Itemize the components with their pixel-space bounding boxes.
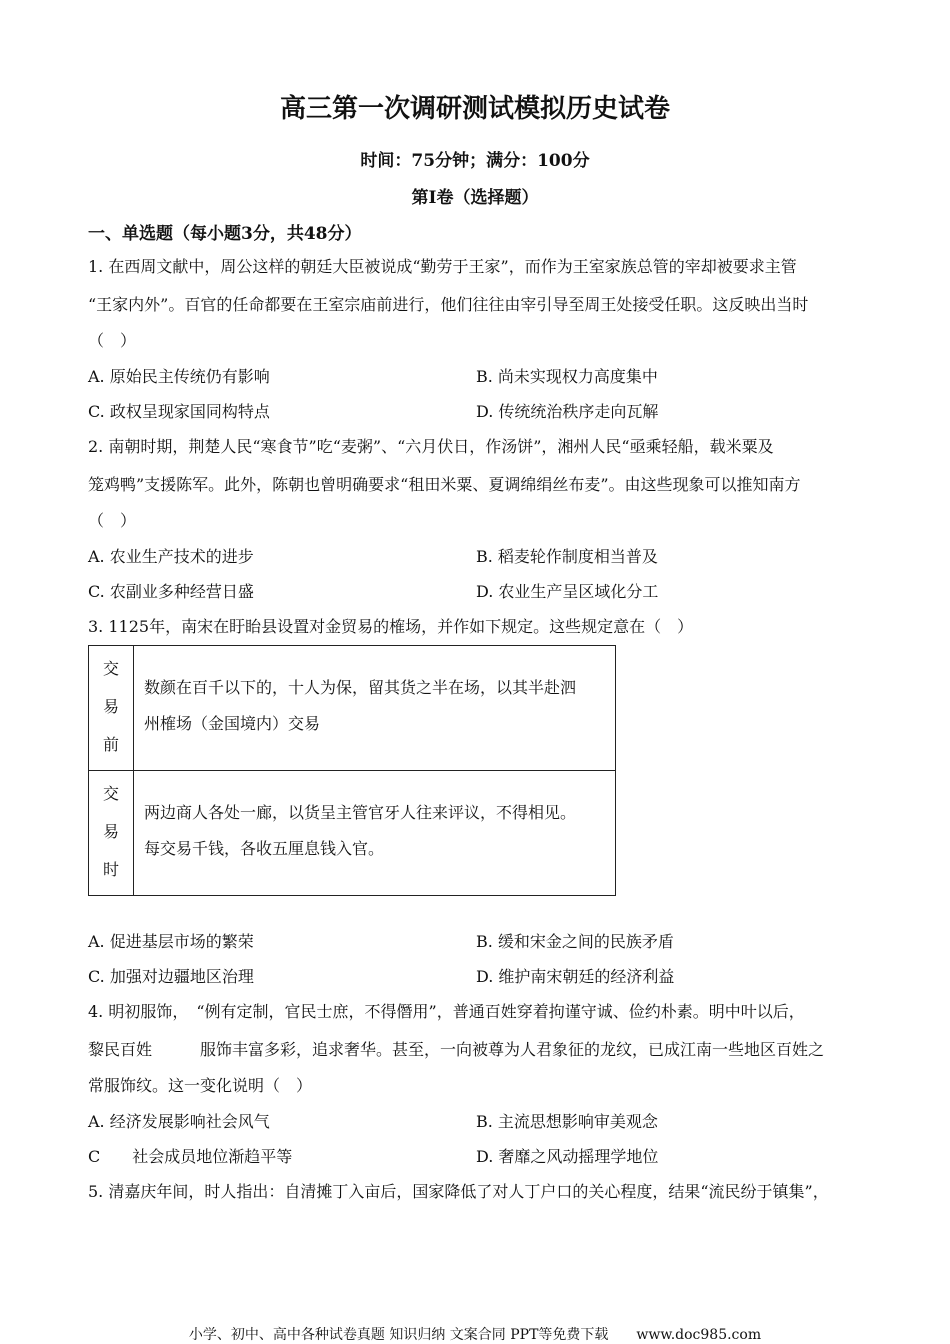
question-1-option-c: C. 政权呈现家国同构特点: [88, 402, 270, 421]
question-3-option-c: C. 加强对边疆地区治理: [88, 967, 254, 986]
question-3-option-a: A. 促进基层市场的繁荣: [88, 932, 254, 951]
page-title: 高三第一次调研测试模拟历史试卷: [279, 94, 670, 124]
question-2-option-d: D. 农业生产呈区域化分工: [476, 582, 659, 601]
question-4-option-c: C 社会成员地位渐趋平等: [88, 1147, 293, 1166]
row-text-during-trade: [134, 771, 616, 896]
question-2-option-b: B. 稻麦轮作制度相当普及: [476, 547, 658, 566]
row-label-before-trade: [89, 646, 134, 771]
trade-rules-table: [88, 645, 616, 896]
question-2-option-c: C. 农副业多种经营日盛: [88, 582, 254, 601]
question-1-option-b: B. 尚未实现权力高度集中: [476, 367, 658, 386]
label-char: 时: [102, 860, 119, 879]
question-4-option-a: A. 经济发展影响社会风气: [88, 1112, 270, 1131]
table-cell-line: 两边商人各处一廊，以货呈主管官牙人往来评议，不得相见。: [144, 803, 577, 822]
exam-time-info: 时间：75分钟；满分：100分: [360, 151, 590, 171]
question-3-option-d: D. 维护南宋朝廷的经济利益: [476, 967, 675, 986]
label-char: 易: [102, 697, 119, 716]
question-1-line-1: 1. 在西周文献中，周公这样的朝廷大臣被说成“勤劳于王家”，而作为王室家族总管的宰却被要求主管: [88, 257, 797, 276]
question-2-line-3: （ ）: [88, 511, 137, 530]
question-4-option-d: D. 奢靡之风动摇理学地位: [476, 1147, 659, 1166]
label-char: 前: [102, 735, 119, 754]
label-char: 交: [102, 659, 119, 678]
page-footer: 小学、初中、高中各种试卷真题 知识归纳 文案合同 PPT等免费下载 www.doc985.com: [188, 1327, 762, 1343]
label-char: 易: [102, 822, 119, 841]
question-1-line-2: “王家内外”。百官的任命都要在王室宗庙前进行，他们往往由宰引导至周王处接受任职。这反映出当时: [88, 295, 809, 314]
question-2-line-2: 笼鸡鸭”支援陈军。此外，陈朝也曾明确要求“租田米粟、夏调绵绢丝布麦”。由这些现象可以推知南方: [88, 475, 801, 494]
question-5-line-1: 5. 清嘉庆年间，时人指出：自清摊丁入亩后，国家降低了对人丁户口的关心程度，结果“流民纷于镇集”，: [88, 1182, 829, 1201]
question-4-option-b: B. 主流思想影响审美观念: [476, 1112, 658, 1131]
question-3-option-b: B. 缓和宋金之间的民族矛盾: [476, 932, 674, 951]
question-1-line-3: （ ）: [88, 331, 137, 350]
label-char: 交: [102, 784, 119, 803]
question-4-line-3: 常服饰纹。这一变化说明（ ）: [88, 1076, 313, 1095]
table-row: [89, 771, 616, 896]
row-text-before-trade: [134, 646, 616, 771]
question-3-stem: 3. 1125年，南宋在盱眙县设置对金贸易的榷场，并作如下规定。这些规定意在（ ）: [88, 617, 694, 636]
table-cell-line: 每交易千钱，各收五厘息钱入官。: [144, 839, 385, 858]
question-4-line-2: 黎民百姓 服饰丰富多彩，追求奢华。甚至，一向被尊为人君象征的龙纹，已成江南一些地区百姓之: [88, 1040, 825, 1059]
volume-heading: 第Ⅰ卷（选择题）: [411, 188, 539, 208]
question-4-line-1: 4. 明初服饰， “例有定制，官民士庶，不得僭用”，普通百姓穿着拘谨守诚、俭约朴素。明中叶以后，: [88, 1002, 805, 1021]
table-row: [89, 646, 616, 771]
question-1-option-d: D. 传统统治秩序走向瓦解: [476, 402, 659, 421]
question-1-option-a: A. 原始民主传统仍有影响: [88, 367, 270, 386]
question-2-line-1: 2. 南朝时期，荆楚人民“寒食节”吃“麦粥”、“六月伏日，作汤饼”，湘州人民“亟乘轻船，载米粟及: [88, 437, 774, 456]
table-cell-line: 数颜在百千以下的，十人为保，留其货之半在场，以其半赴泗: [144, 678, 577, 697]
table-cell-line: 州榷场（金国境内）交易: [144, 714, 321, 733]
section-heading: 一、单选题（每小题3分，共48分）: [88, 224, 362, 244]
question-2-option-a: A. 农业生产技术的进步: [88, 547, 254, 566]
row-label-during-trade: [89, 771, 134, 896]
